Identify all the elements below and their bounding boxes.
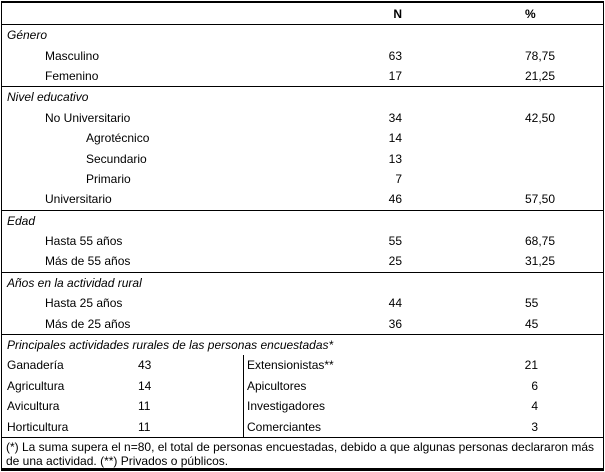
row-pct-value: 21,25 <box>525 68 556 83</box>
row-pct-value: 57,50 <box>525 192 556 207</box>
row-n-value: 36 <box>388 316 402 331</box>
table-header-row <box>2 3 603 25</box>
table-row <box>2 108 603 128</box>
row-pct-value: 45 <box>525 316 539 331</box>
survey-demographics-table <box>1 1 604 471</box>
table-row <box>2 416 243 436</box>
activities-right-column <box>244 355 603 437</box>
column-header-n: N <box>393 6 402 21</box>
row-n-value: 34 <box>388 110 402 125</box>
table-row <box>2 231 603 251</box>
table-row <box>2 148 603 168</box>
table-row <box>2 128 603 148</box>
activity-name: Agricultura <box>7 378 65 393</box>
table-row <box>2 66 603 86</box>
table-row <box>2 45 603 65</box>
table-row <box>2 355 243 375</box>
activity-count: 3 <box>531 419 538 434</box>
table-row <box>2 313 603 333</box>
table-row <box>244 376 603 396</box>
table-row <box>2 169 603 189</box>
activity-count: 6 <box>531 378 538 393</box>
row-label: Más de 55 años <box>45 254 131 269</box>
activity-count: 21 <box>524 358 538 373</box>
row-pct-value: 31,25 <box>525 254 556 269</box>
row-n-value: 46 <box>388 192 402 207</box>
section-actividades-rurales <box>2 334 603 437</box>
row-n-value: 13 <box>388 151 402 166</box>
row-label: Secundario <box>86 151 147 166</box>
section-title: Edad <box>7 213 36 228</box>
section-title-row <box>2 273 603 293</box>
activity-count: 14 <box>138 378 152 393</box>
row-label: Masculino <box>45 48 100 63</box>
activity-name: Ganadería <box>7 358 64 373</box>
section-title: Nivel educativo <box>7 90 89 105</box>
table-row <box>244 355 603 375</box>
section-title-row <box>2 335 603 355</box>
table-row <box>244 416 603 436</box>
activity-name: Investigadores <box>247 399 326 414</box>
section-title-row <box>2 87 603 107</box>
section-title-row <box>2 25 603 45</box>
row-label: Femenino <box>45 68 99 83</box>
table-row <box>2 396 243 416</box>
table-row <box>2 189 603 209</box>
section-edad <box>2 210 603 272</box>
activities-split <box>2 355 603 437</box>
activity-count: 11 <box>138 399 151 414</box>
table-row <box>2 251 603 271</box>
row-n-value: 17 <box>388 68 402 83</box>
row-n-value: 7 <box>395 171 402 186</box>
row-pct-value: 55 <box>525 296 539 311</box>
activities-title: Principales actividades rurales de las personas encuestadas* <box>7 338 334 353</box>
section-genero <box>2 25 603 86</box>
row-label: Hasta 25 años <box>45 296 123 311</box>
row-n-value: 44 <box>388 296 402 311</box>
activities-left-column <box>2 355 244 437</box>
activity-name: Extensionistas** <box>247 358 334 373</box>
row-n-value: 63 <box>388 48 402 63</box>
row-pct-value: 78,75 <box>525 48 556 63</box>
activity-count: 11 <box>138 419 151 434</box>
row-n-value: 25 <box>388 254 402 269</box>
row-label: No Universitario <box>45 110 131 125</box>
section-title-row <box>2 211 603 231</box>
row-label: Agrotécnico <box>86 131 150 146</box>
row-n-value: 55 <box>388 234 402 249</box>
section-title: Género <box>7 28 48 43</box>
activity-name: Apicultores <box>247 378 307 393</box>
activity-name: Avicultura <box>7 399 60 414</box>
table-row <box>244 396 603 416</box>
section-title: Años en la actividad rural <box>7 275 142 290</box>
row-label: Universitario <box>45 192 112 207</box>
activity-count: 4 <box>531 399 538 414</box>
section-anos-actividad-rural <box>2 272 603 334</box>
activity-count: 43 <box>138 358 152 373</box>
row-pct-value: 42,50 <box>525 110 556 125</box>
row-label: Hasta 55 años <box>45 234 123 249</box>
activity-name: Horticultura <box>7 419 69 434</box>
row-label: Más de 25 años <box>45 316 131 331</box>
row-label: Primario <box>86 171 131 186</box>
activity-name: Comerciantes <box>247 419 322 434</box>
column-header-pct: % <box>525 6 536 21</box>
row-pct-value: 68,75 <box>525 234 556 249</box>
table-row <box>2 293 603 313</box>
section-nivel-educativo <box>2 86 603 209</box>
table-row <box>2 376 243 396</box>
table-footnote: (*) La suma supera el n=80, el total de personas encuestadas, debido a que algunas personas declararon más de una actividad. (**) Privados o públicos. <box>2 437 603 468</box>
row-n-value: 14 <box>388 131 402 146</box>
